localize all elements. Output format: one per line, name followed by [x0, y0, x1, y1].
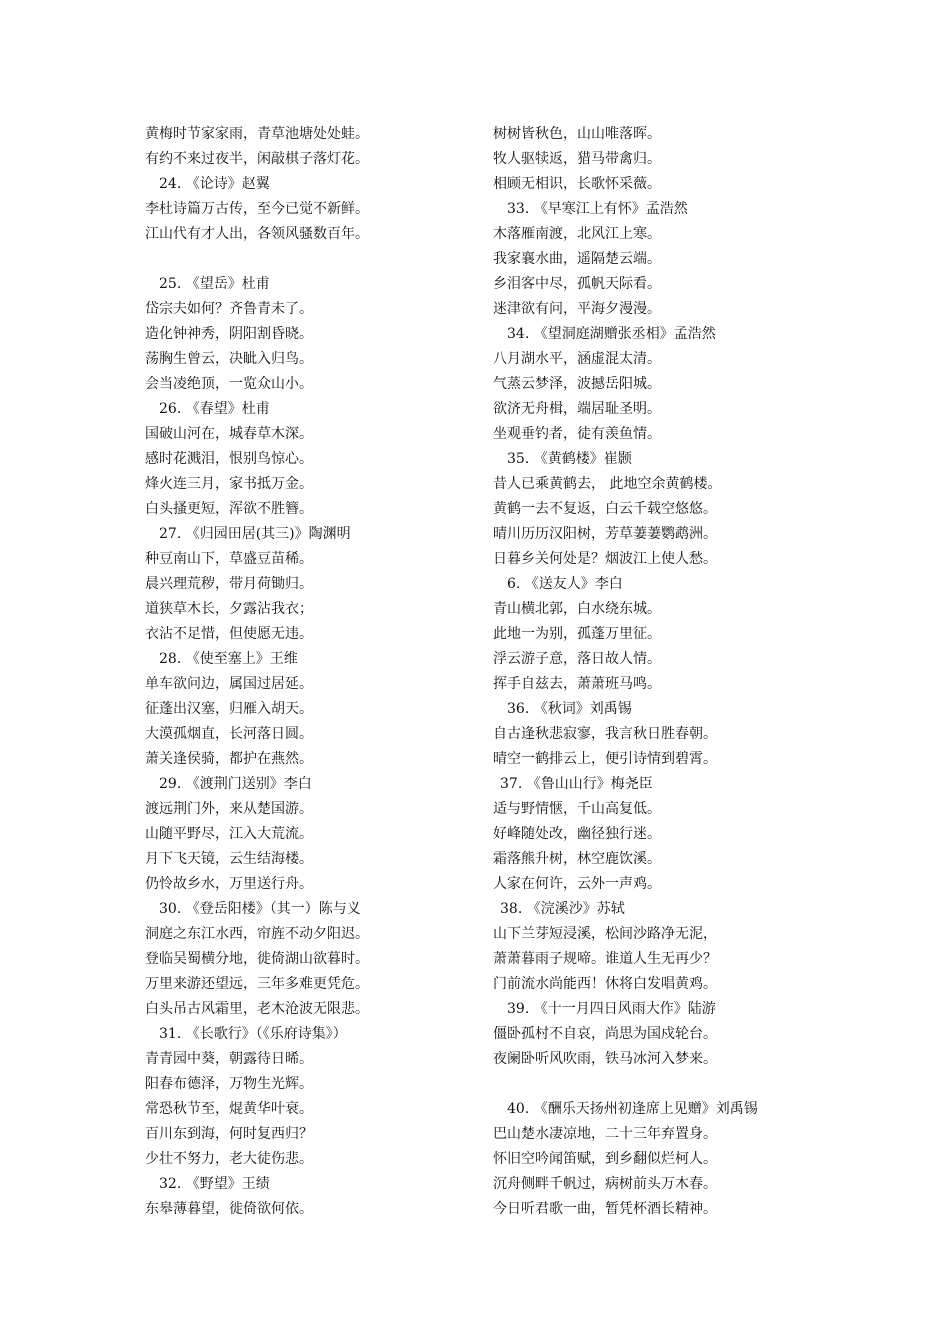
poem-verse-line: 乡泪客中尽，孤帆天际看。 — [493, 276, 661, 292]
poem-verse-line: 烽火连三月，家书抵万金。 — [145, 476, 313, 492]
poem-verse-line: 百川东到海，何时复西归？ — [145, 1126, 313, 1142]
poem-verse-line: 日暮乡关何处是？烟波江上使人愁。 — [493, 551, 717, 567]
blank-line — [493, 1072, 823, 1097]
poem-verse-line: 巴山楚水凄凉地，二十三年弃置身。 — [493, 1126, 717, 1142]
poem-title: 34. 《望洞庭湖赠张丞相》孟浩然 — [507, 326, 716, 342]
poem-verse-line: 少壮不努力，老大徒伤悲。 — [145, 1151, 313, 1167]
poem-verse-line: 八月湖水平，涵虚混太清。 — [493, 351, 661, 367]
poem-verse-line: 木落雁南渡，北风江上寒。 — [493, 226, 661, 242]
poem-title: 35. 《黄鹤楼》崔颢 — [507, 451, 632, 467]
poem-verse-line: 夜阑卧听风吹雨，铁马冰河入梦来。 — [493, 1051, 717, 1067]
poem-title: 31. 《长歌行》（《乐府诗集》） — [159, 1026, 347, 1042]
poem-verse-line: 东皋薄暮望，徙倚欲何依。 — [145, 1201, 313, 1217]
poem-verse-line: 种豆南山下，草盛豆苗稀。 — [145, 551, 313, 567]
poem-verse-line: 萧关逢侯骑，都护在燕然。 — [145, 751, 313, 767]
poem-verse-line: 人家在何许，云外一声鸡。 — [493, 876, 661, 892]
poem-verse-line: 自古逢秋悲寂寥，我言秋日胜春朝。 — [493, 726, 717, 742]
poem-verse-line: 今日听君歌一曲，暂凭杯酒长精神。 — [493, 1201, 717, 1217]
poem-title: 33. 《早寒江上有怀》孟浩然 — [507, 201, 688, 217]
poem-title: 28. 《使至塞上》王维 — [159, 651, 298, 667]
poem-verse-line: 道狭草木长，夕露沾我衣； — [145, 601, 313, 617]
poem-verse-line: 坐观垂钓者，徒有羡鱼情。 — [493, 426, 661, 442]
poem-title: 24. 《论诗》赵翼 — [159, 176, 270, 192]
poem-verse-line: 黄梅时节家家雨，青草池塘处处蛙。 — [145, 126, 369, 142]
poem-verse-line: 沉舟侧畔千帆过，病树前头万木春。 — [493, 1176, 717, 1192]
poem-verse-line: 会当凌绝顶，一览众山小。 — [145, 376, 313, 392]
poem-verse-line: 晴川历历汉阳树，芳草萋萋鹦鹉洲。 — [493, 526, 717, 542]
poem-title: 36. 《秋词》刘禹锡 — [507, 701, 632, 717]
poem-verse-line: 黄鹤一去不复返，白云千载空悠悠。 — [493, 501, 717, 517]
poem-verse-line: 青山横北郭，白水绕东城。 — [493, 601, 661, 617]
poem-title: 40. 《酬乐天扬州初逢席上见赠》刘禹锡 — [507, 1101, 758, 1117]
poem-title: 38. 《浣溪沙》苏轼 — [500, 901, 625, 917]
poem-verse-line: 树树皆秋色，山山唯落晖。 — [493, 126, 661, 142]
poem-verse-line: 欲济无舟楫，端居耻圣明。 — [493, 401, 661, 417]
poem-verse-line: 白头搔更短，浑欲不胜簪。 — [145, 501, 313, 517]
poem-verse-line: 晴空一鹤排云上，便引诗情到碧霄。 — [493, 751, 717, 767]
poem-title: 39. 《十一月四日风雨大作》陆游 — [507, 1001, 716, 1017]
poem-verse-line: 月下飞天镜，云生结海楼。 — [145, 851, 313, 867]
poem-verse-line: 登临吴蜀横分地，徙倚湖山欲暮时。 — [145, 951, 369, 967]
poem-verse-line: 李杜诗篇万古传，至今已觉不新鲜。 — [145, 201, 369, 217]
poem-verse-line: 渡远荆门外，来从楚国游。 — [145, 801, 313, 817]
poem-title: 25. 《望岳》杜甫 — [159, 276, 270, 292]
poem-verse-line: 万里来游还望远，三年多难更凭危。 — [145, 976, 369, 992]
blank-line — [145, 247, 465, 272]
poem-verse-line: 晨兴理荒秽，带月荷锄归。 — [145, 576, 313, 592]
poem-verse-line: 衣沾不足惜，但使愿无违。 — [145, 626, 313, 642]
poem-verse-line: 白头吊古风霜里，老木沧波无限悲。 — [145, 1001, 369, 1017]
poem-verse-line: 山下兰芽短浸溪，松间沙路净无泥， — [493, 926, 717, 942]
poem-verse-line: 浮云游子意，落日故人情。 — [493, 651, 661, 667]
poem-verse-line: 气蒸云梦泽，波撼岳阳城。 — [493, 376, 661, 392]
poem-title: 37. 《鲁山山行》梅尧臣 — [500, 776, 653, 792]
poem-title: 32. 《野望》王绩 — [159, 1176, 270, 1192]
poem-verse-line: 洞庭之东江水西，帘旌不动夕阳迟。 — [145, 926, 369, 942]
left-column — [145, 122, 465, 1222]
poem-verse-line: 江山代有才人出，各领风骚数百年。 — [145, 226, 369, 242]
poem-verse-line: 迷津欲有问，平海夕漫漫。 — [493, 301, 661, 317]
poem-verse-line: 昔人已乘黄鹤去， 此地空余黄鹤楼。 — [493, 476, 722, 492]
poem-verse-line: 怀旧空吟闻笛赋，到乡翻似烂柯人。 — [493, 1151, 717, 1167]
poem-verse-line: 相顾无相识，长歌怀采薇。 — [493, 176, 661, 192]
poem-verse-line: 造化钟神秀，阴阳割昏晓。 — [145, 326, 313, 342]
poem-title: 30. 《登岳阳楼》（其一）陈与义 — [159, 901, 361, 917]
poem-title: 6. 《送友人》李白 — [507, 576, 623, 592]
poem-title: 27. 《归园田居(其三)》陶渊明 — [159, 526, 351, 542]
poem-verse-line: 岱宗夫如何？齐鲁青未了。 — [145, 301, 313, 317]
poem-verse-line: 大漠孤烟直，长河落日圆。 — [145, 726, 313, 742]
poem-verse-line: 常恐秋节至，焜黄华叶衰。 — [145, 1101, 313, 1117]
poem-verse-line: 单车欲问边，属国过居延。 — [145, 676, 313, 692]
poem-verse-line: 门前流水尚能西！休将白发唱黄鸡。 — [493, 976, 717, 992]
poem-verse-line: 牧人驱犊返，猎马带禽归。 — [493, 151, 661, 167]
poem-verse-line: 阳春布德泽，万物生光辉。 — [145, 1076, 313, 1092]
right-column — [493, 122, 823, 1222]
poem-verse-line: 青青园中葵，朝露待日晞。 — [145, 1051, 313, 1067]
poem-verse-line: 霜落熊升树，林空鹿饮溪。 — [493, 851, 661, 867]
poem-verse-line: 适与野情惬，千山高复低。 — [493, 801, 661, 817]
poem-verse-line: 我家襄水曲，遥隔楚云端。 — [493, 251, 661, 267]
poem-verse-line: 有约不来过夜半，闲敲棋子落灯花。 — [145, 151, 369, 167]
poem-title: 26. 《春望》杜甫 — [159, 401, 270, 417]
poem-verse-line: 僵卧孤村不自哀，尚思为国戍轮台。 — [493, 1026, 717, 1042]
poem-verse-line: 国破山河在，城春草木深。 — [145, 426, 313, 442]
poem-verse-line: 挥手自兹去，萧萧班马鸣。 — [493, 676, 661, 692]
poem-verse-line: 山随平野尽，江入大荒流。 — [145, 826, 313, 842]
poem-verse-line: 萧萧暮雨子规啼。谁道人生无再少？ — [493, 951, 717, 967]
poem-verse-line: 感时花溅泪，恨别鸟惊心。 — [145, 451, 313, 467]
poem-title: 29. 《渡荆门送别》李白 — [159, 776, 312, 792]
poem-verse-line: 此地一为别，孤蓬万里征。 — [493, 626, 661, 642]
poem-verse-line: 好峰随处改，幽径独行迷。 — [493, 826, 661, 842]
poem-verse-line: 征蓬出汉塞，归雁入胡天。 — [145, 701, 313, 717]
poem-verse-line: 荡胸生曾云，决眦入归鸟。 — [145, 351, 313, 367]
poem-verse-line: 仍怜故乡水，万里送行舟。 — [145, 876, 313, 892]
